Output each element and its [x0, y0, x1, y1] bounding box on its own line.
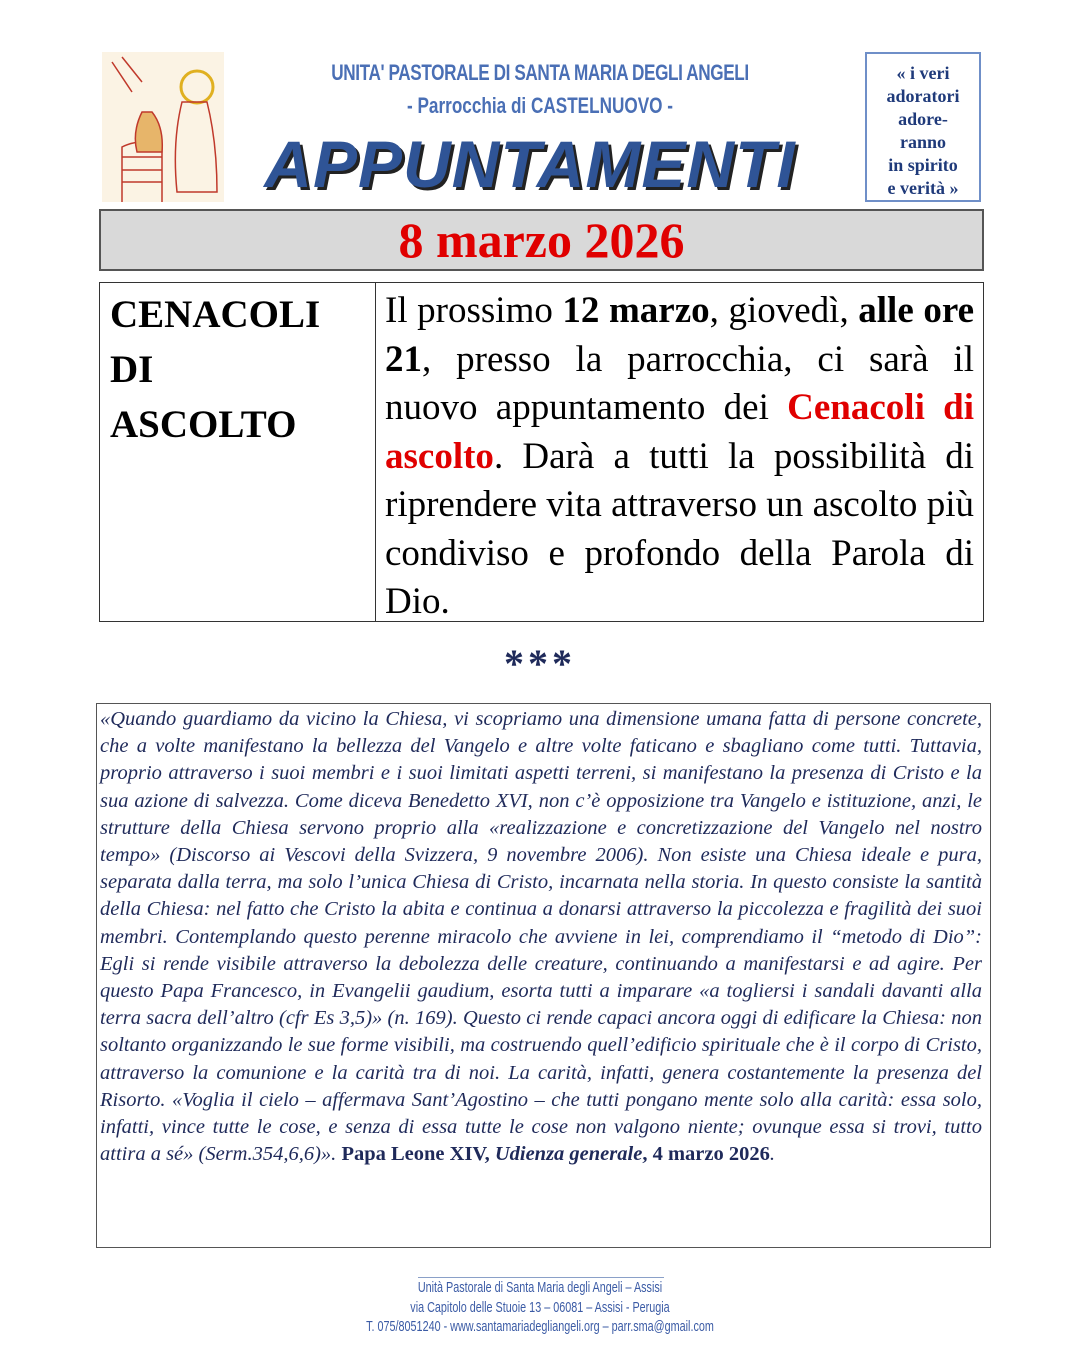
quote-text: «Quando guardiamo da vicino la Chiesa, vi scopriamo una dimensione umana fatta di persone concrete, che a volte manifestano la bellezza del Vangelo e altre volte faticano e sbagliano come tutti. Tuttavia, proprio attraverso i suoi membri e i suoi limitati aspetti terreni, si manifestano la presenza di Cristo e la sua azione di salvezza. Come diceva Benedetto XVI, non c’è opposizione tra Vangelo e istituzione, anzi, le strutture della Chiesa servono proprio alla «realizzazione e concretizzazione del Vangelo nel nostro tempo» (Discorso ai Vescovi della Svizzera, 9 novembre 2006). Non esiste una Chiesa ideale e pura, separata dalla terra, ma solo l’unica Chiesa di Cristo, incarnata nella storia. In questo consiste la santità della Chiesa: nel fatto che Cristo la abita e continua a donarsi attraverso la piccolezza e fragilità dei suoi membri. Contemplando questo perenne miracolo che avviene in lei, comprendiamo il “metodo di Dio”: Egli si rende visibile attraverso la debolezza delle creature, continuando a manifestarsi e ad agire. Per questo Papa Francesco, in Evangelii gaudium, esorta tutti a imparare «a togliersi i sandali davanti alla terra sacra dell’altro (cfr Es 3,5)» (n. 169). Questo ci rende capaci ancora oggi di edificare la Chiesa: non soltanto organizzando le sue forme visibili, ma costruendo quell’edificio spirituale che è il corpo di Cristo, attraverso la comunione e la carità tra di noi. La carità, infatti, genera costantemente la presenza del Risorto. «Voglia il cielo – affermava Sant’Agostino – che tutti pongano mente solo alla carità: essa solo, infatti, vince tutte le cose, e senza di essa tutte le cose non valgono niente; ovunque essa si trovi, tutto attira a sé» (Serm.354,6,6)». [100, 708, 982, 1166]
motto-box [865, 52, 981, 202]
quote-box [96, 703, 991, 1248]
motto-line: in spirito [888, 155, 958, 175]
text: . Darà a tutti la possibilità di riprendere vita attraverso un ascolto più condiviso e profondo della Parola di Dio. [385, 435, 974, 622]
event-heading-line: CENACOLI [110, 293, 321, 336]
text: , presso la parrocchia, ci sarà il nuovo appuntamento dei [385, 338, 974, 428]
header-parish: - Parrocchia di CASTELNUOVO - [406, 93, 674, 118]
motto-line: adoratori [886, 86, 960, 106]
motto-line: ranno [899, 132, 946, 152]
footer-contact: T. 075/8051240 - www.santamariadegliangeli.org – parr.sma@gmail.com [366, 1318, 714, 1335]
separator: *** [504, 641, 576, 686]
motto-line: adore- [898, 109, 948, 129]
footer-line: via Capitolo delle Stuoie 13 – 06081 – Assisi - Perugia [410, 1298, 670, 1316]
event-table [99, 282, 984, 622]
event-description [376, 283, 983, 621]
quote-date: , 4 marzo 2026 [642, 1143, 770, 1166]
page-title: APPUNTAMENTI [264, 127, 796, 201]
event-date: 12 marzo [562, 290, 710, 331]
event-heading-line: DI [110, 348, 154, 391]
logo-illustration [102, 52, 224, 202]
quote-source: Udienza generale [494, 1143, 643, 1166]
header-unit-name: UNITA' PASTORALE DI SANTA MARIA DEGLI ANGELI [331, 60, 749, 85]
event-heading-line: ASCOLTO [110, 403, 297, 446]
footer [0, 1278, 1080, 1337]
footer-line: Unità Pastorale di Santa Maria degli Angeli – Assisi [417, 1279, 663, 1296]
event-time: alle ore 21 [385, 290, 975, 380]
event-heading [100, 283, 376, 621]
event-name: Cenacoli di ascolto [385, 387, 974, 477]
date-banner: 8 marzo 2026 [99, 209, 984, 271]
text: Il prossimo [385, 290, 563, 331]
quote-author: Papa Leone XIV, [341, 1143, 495, 1166]
motto-line: « i veri [896, 63, 950, 83]
text: . [769, 1143, 775, 1166]
motto-line: e verità » [887, 178, 959, 198]
text: , giovedì, [709, 290, 859, 331]
